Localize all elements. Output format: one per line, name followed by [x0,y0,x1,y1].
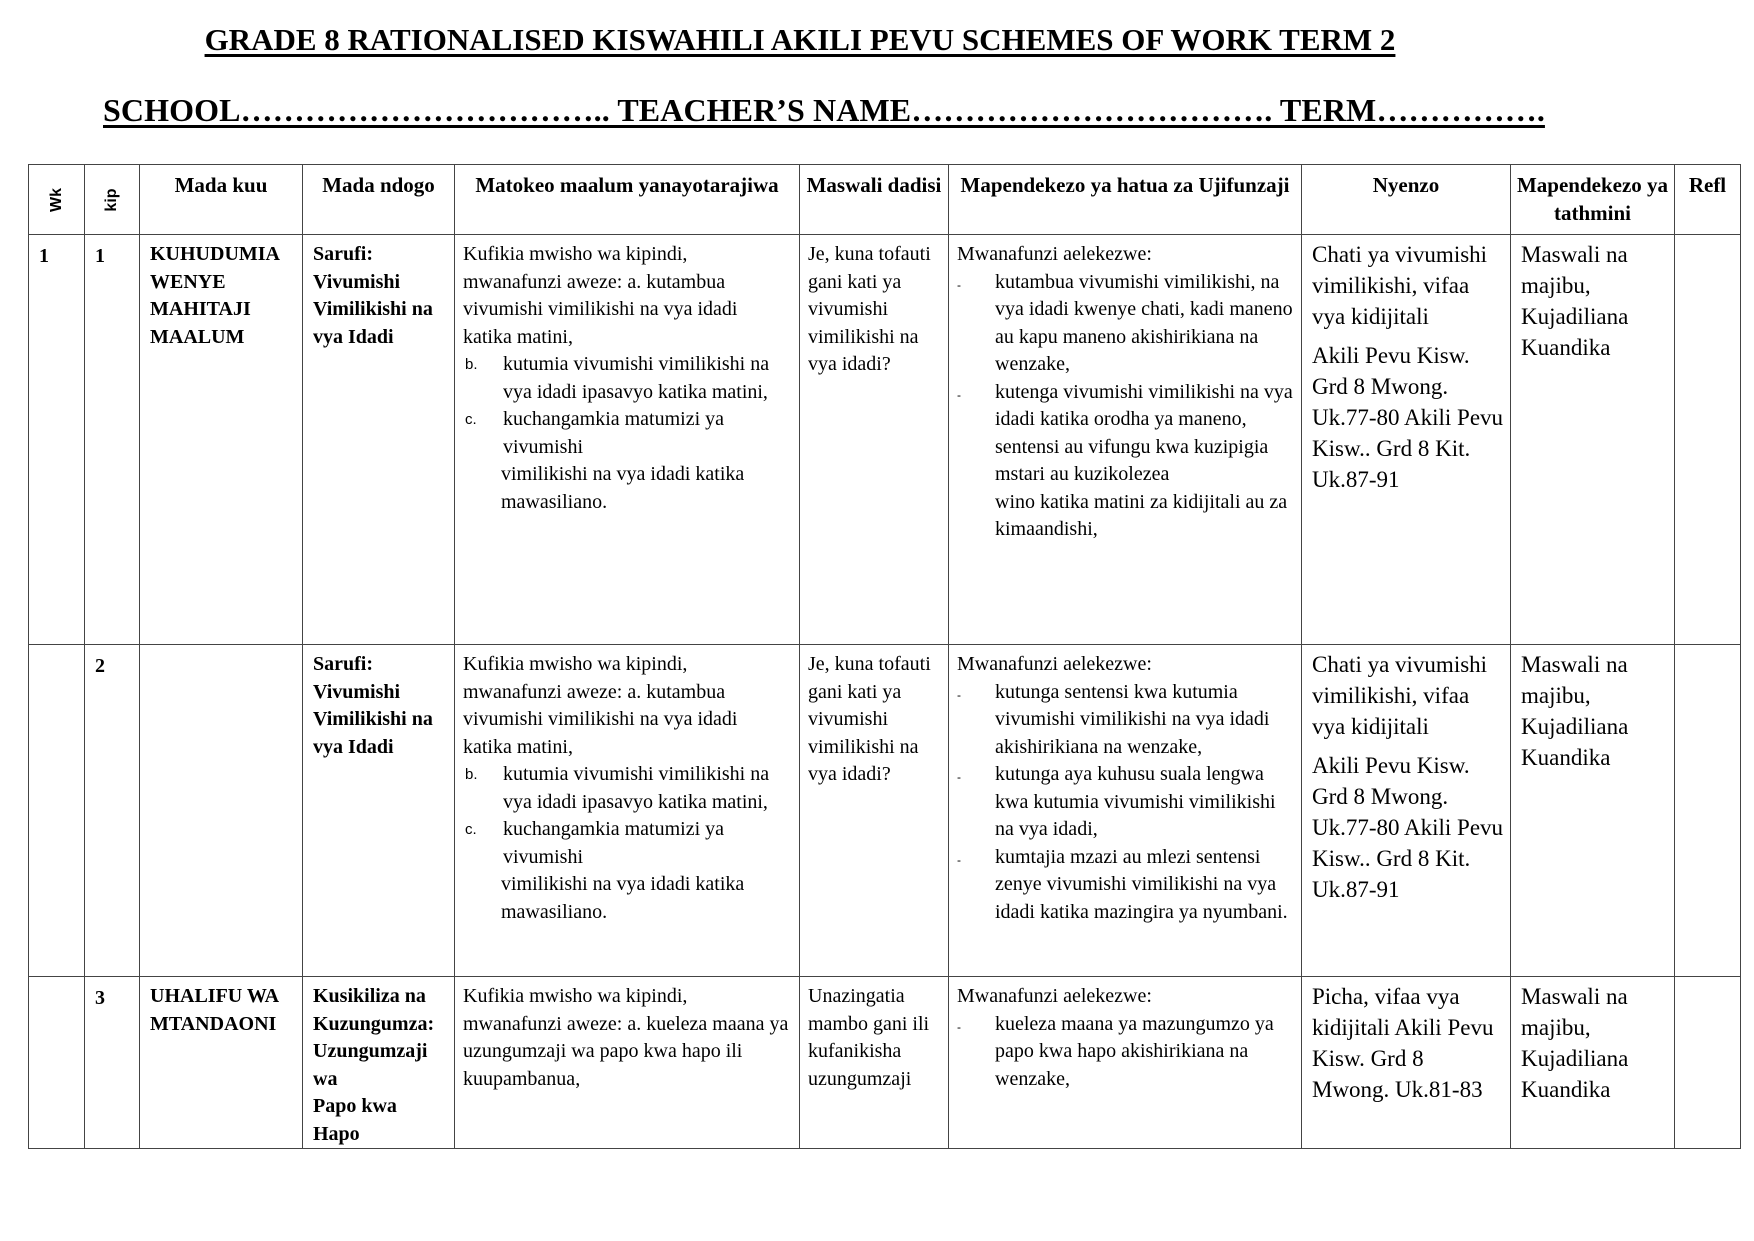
cell-mada-kuu: UHALIFU WA MTANDAONI [140,977,303,1149]
dash-marker: - [957,852,961,867]
hatua-item-text: kutambua vivumishi vimilikishi, na vya idadi kwenye chati, kadi maneno au kapu maneno akishirikiana na wenzake, [995,270,1293,375]
list-marker: b. [465,766,478,783]
hatua-item-text: kutunga aya kuhusu suala lengwa kwa kutumia vivumishi vimilikishi na vya idadi, [995,763,1276,840]
cell-kip: 1 [85,235,140,645]
hatua-item-text: kutunga sentensi kwa kutumia vivumishi vimilikishi na vya idadi akishirikiana na wenzake, [995,680,1270,758]
cell-nyenzo [1302,645,1511,977]
document-title-text: GRADE 8 RATIONALISED KISWAHILI AKILI PEVU SCHEMES OF WORK TERM 2 [204,22,1396,57]
header-matokeo: Matokeo maalum yanayotarajiwa [455,165,800,235]
hatua-item-text: kumtajia mzazi au mlezi sentensi zenye vivumishi vimilikishi na vya idadi katika mazingira ya nyumbani. [995,845,1288,923]
header-mada-kuu: Mada kuu [140,165,303,235]
cell-hatua [949,977,1302,1149]
cell-tathmini: Maswali na majibu, Kujadiliana Kuandika [1511,977,1675,1149]
cell-tathmini: Maswali na majibu, Kujadiliana Kuandika [1511,235,1675,645]
mada-ndogo-text: Kusikiliza na Kuzungumza: Uzungumzaji wa [313,985,435,1090]
cell-wk [29,645,85,977]
matokeo-c-continued: vimilikishi na vya idadi katika mawasiliano. [501,873,745,923]
header-hatua: Mapendekezo ya hatua za Ujifunzaji [949,165,1302,235]
cell-mada-ndogo: Sarufi: Vivumishi Vimilikishi na vya Idadi [303,645,455,977]
cell-hatua [949,235,1302,645]
dash-marker: - [957,770,961,784]
hatua-intro: Mwanafunzi aelekezwe: [957,243,1152,265]
document-title [0,22,1600,58]
cell-kip: 3 [85,977,140,1149]
matokeo-item-b [463,351,791,406]
dash-marker: - [957,687,961,702]
cell-mada-ndogo: Sarufi: Vivumishi Vimilikishi na vya Idadi [303,235,455,645]
hatua-continued: kimaandishi, [995,518,1098,540]
hatua-item-text: kueleza maana ya mazungumzo ya papo kwa hapo akishirikiana na wenzake, [995,1012,1274,1090]
nyenzo-text: Akili Pevu Kisw. Grd 8 Mwong. Uk.77-80 Akili Pevu Kisw.. Grd 8 Kit. Uk.87-91 [1312,753,1504,902]
hatua-item [957,679,1293,762]
cell-mada-kuu: KUHUDUMIA WENYE MAHITAJI MAALUM [140,235,303,645]
header-maswali: Maswali dadisi [800,165,949,235]
cell-mada-kuu [140,645,303,977]
nyenzo-text: Chati ya vivumishi vimilikishi, vifaa vya kidijitali [1312,242,1488,329]
list-marker: c. [465,821,477,838]
header-nyenzo: Nyenzo [1302,165,1511,235]
header-wk-text: Wk [47,187,65,212]
mada-ndogo-text: Papo kwa Hapo [313,1095,397,1145]
cell-hatua [949,645,1302,977]
matokeo-intro: Kufikia mwisho wa kipindi, mwanafunzi aweze: a. kutambua vivumishi vimilikishi na vya idadi katika matini, [463,653,738,758]
cell-nyenzo: Picha, vifaa vya kidijitali Akili Pevu Kisw. Grd 8 Mwong. Uk.81-83 [1302,977,1511,1149]
matokeo-item-c [463,816,791,871]
cell-mada-ndogo [303,977,455,1149]
table-row [29,235,1741,645]
cell-nyenzo [1302,235,1511,645]
schemes-table [28,164,1741,1149]
hatua-intro: Mwanafunzi aelekezwe: [957,985,1152,1007]
cell-matokeo [455,645,800,977]
cell-matokeo [455,235,800,645]
nyenzo-text: Akili Pevu Kisw. Grd 8 Mwong. Uk.77-80 Akili Pevu Kisw.. Grd 8 Kit. Uk.87-91 [1312,343,1504,492]
header-kip-text: kip [103,187,120,212]
matokeo-b-text: kutumia vivumishi vimilikishi na vya idadi ipasavyo katika matini, [503,353,770,403]
cell-maswali: Unazingatia mambo gani ili kufanikisha uzungumzaji [800,977,949,1149]
hatua-intro: Mwanafunzi aelekezwe: [957,653,1152,675]
matokeo-b-text: kutumia vivumishi vimilikishi na vya idadi ipasavyo katika matini, [503,763,770,813]
header-wk [29,165,85,235]
hatua-item [957,379,1293,489]
cell-maswali: Je, kuna tofauti gani kati ya vivumishi vimilikishi na vya idadi? [800,645,949,977]
table-row [29,977,1741,1149]
hatua-item [957,761,1293,844]
table-header-row [29,165,1741,235]
cell-kip: 2 [85,645,140,977]
hatua-item [957,844,1293,927]
dash-marker: - [957,1019,961,1034]
cell-matokeo: Kufikia mwisho wa kipindi, mwanafunzi aweze: a. kueleza maana ya uzungumzaji wa papo kwa hapo ili kuupambanua, [455,977,800,1149]
hatua-item [957,269,1293,379]
table-row [29,645,1741,977]
matokeo-c-continued: vimilikishi na vya idadi katika mawasiliano. [501,463,745,513]
cell-wk [29,977,85,1149]
list-marker: c. [465,411,477,428]
header-mada-ndogo: Mada ndogo [303,165,455,235]
cell-refl [1675,235,1741,645]
cell-maswali: Je, kuna tofauti gani kati ya vivumishi vimilikishi na vya idadi? [800,235,949,645]
cell-refl [1675,977,1741,1149]
header-tathmini: Mapendekezo ya tathmini [1511,165,1675,235]
hatua-item [957,1011,1293,1094]
matokeo-item-b [463,761,791,816]
nyenzo-text: Chati ya vivumishi vimilikishi, vifaa vya kidijitali [1312,652,1488,739]
matokeo-c-text: kuchangamkia matumizi ya vivumishi [503,408,725,458]
matokeo-intro: Kufikia mwisho wa kipindi, mwanafunzi aweze: a. kutambua vivumishi vimilikishi na vya idadi katika matini, [463,243,738,348]
matokeo-item-c [463,406,791,461]
header-kip [85,165,140,235]
list-marker: b. [465,356,478,373]
matokeo-c-text: kuchangamkia matumizi ya vivumishi [503,818,725,868]
cell-tathmini: Maswali na majibu, Kujadiliana Kuandika [1511,645,1675,977]
cell-refl [1675,645,1741,977]
header-refl: Refl [1675,165,1741,235]
document-subtitle: SCHOOL…………………………….. TEACHER’S NAME……………………………. TERM……………. [103,92,1545,128]
cell-wk: 1 [29,235,85,645]
dash-marker: - [957,387,961,402]
dash-marker: - [957,277,961,292]
hatua-item-text: kutenga vivumishi vimilikishi na vya idadi katika orodha ya maneno, sentensi au vifungu kwa kuzipigia mstari au kuzikolezea [995,380,1293,485]
hatua-continued: wino katika matini za kidijitali au za [995,490,1288,513]
